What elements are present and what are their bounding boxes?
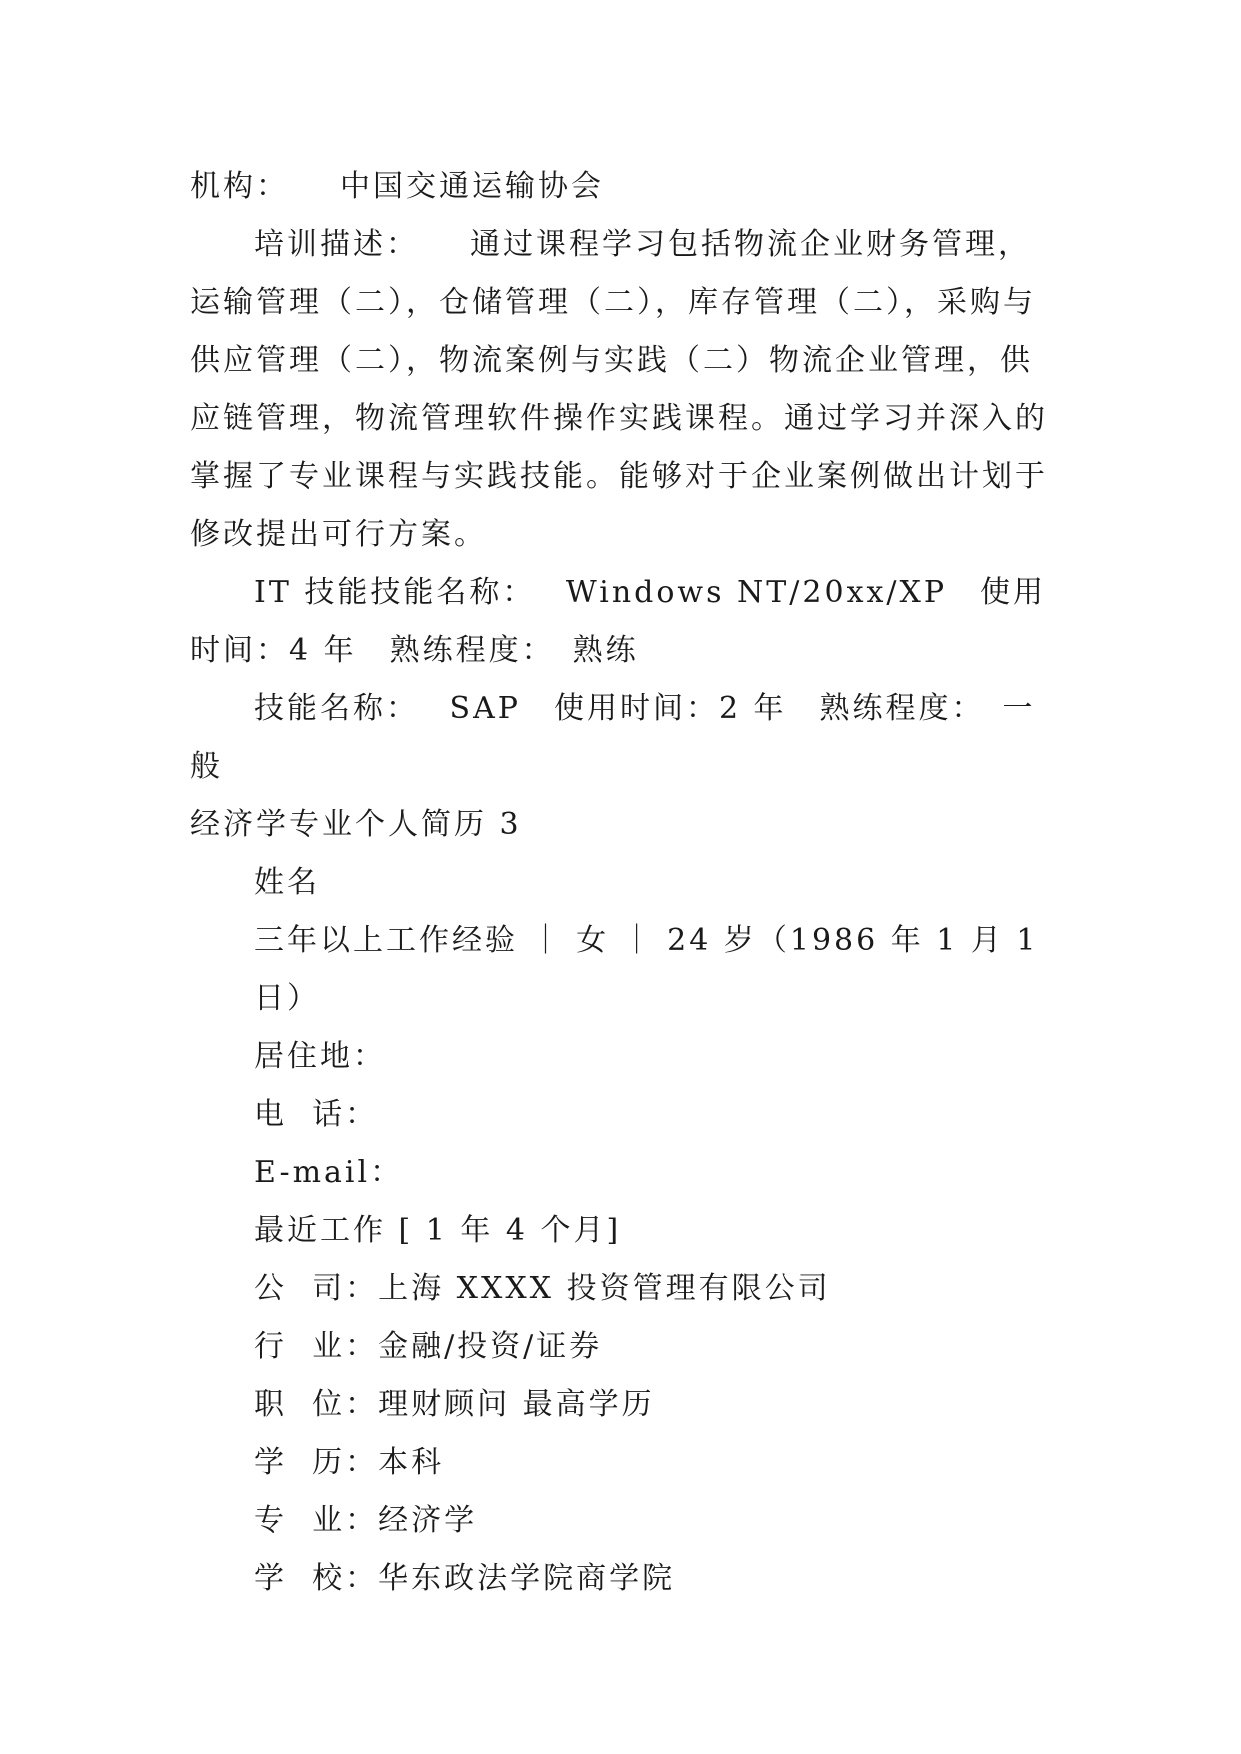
- it-skill-sap: 技能名称： SAP 使用时间：2 年 熟练程度： 一般: [190, 691, 1036, 784]
- training-org-line: 机构： 中国交通运输协会: [190, 169, 604, 204]
- document-body: [190, 158, 1050, 1608]
- resume-name-label: 姓名: [254, 865, 320, 900]
- resume-residence: 居住地：: [254, 1039, 386, 1074]
- resume-education: 学 历：本科: [254, 1445, 445, 1480]
- resume-position: 职 位：理财顾问 最高学历: [254, 1387, 655, 1422]
- resume-company: 公 司：上海 XXXX 投资管理有限公司: [254, 1271, 831, 1306]
- resume-phone: 电 话：: [254, 1097, 379, 1132]
- resume-school: 学 校：华东政法学院商学院: [254, 1561, 676, 1596]
- resume-major: 专 业：经济学: [254, 1503, 478, 1538]
- resume-email: E-mail：: [254, 1155, 404, 1190]
- it-skill-windows: IT 技能技能名称： Windows NT/20xx/XP 使用时间：4 年 熟练程度： 熟练: [190, 575, 1047, 668]
- resume-recent-work: 最近工作 [ 1 年 4 个月]: [254, 1213, 622, 1248]
- resume-industry: 行 业：金融/投资/证券: [254, 1329, 603, 1364]
- resume-summary: 三年以上工作经验 ｜ 女 ｜ 24 岁（1986 年 1 月 1 日）: [254, 923, 1052, 1016]
- resume-heading: 经济学专业个人简历 3: [190, 807, 522, 842]
- training-description: 培训描述： 通过课程学习包括物流企业财务管理，运输管理（二），仓储管理（二），库存管理（二），采购与供应管理（二），物流案例与实践（二）物流企业管理，供应链管理，物流管理软件操作实践课程。通过学习并深入的掌握了专业课程与实践技能。能够对于企业案例做出计划于修改提出可行方案。: [190, 227, 1048, 552]
